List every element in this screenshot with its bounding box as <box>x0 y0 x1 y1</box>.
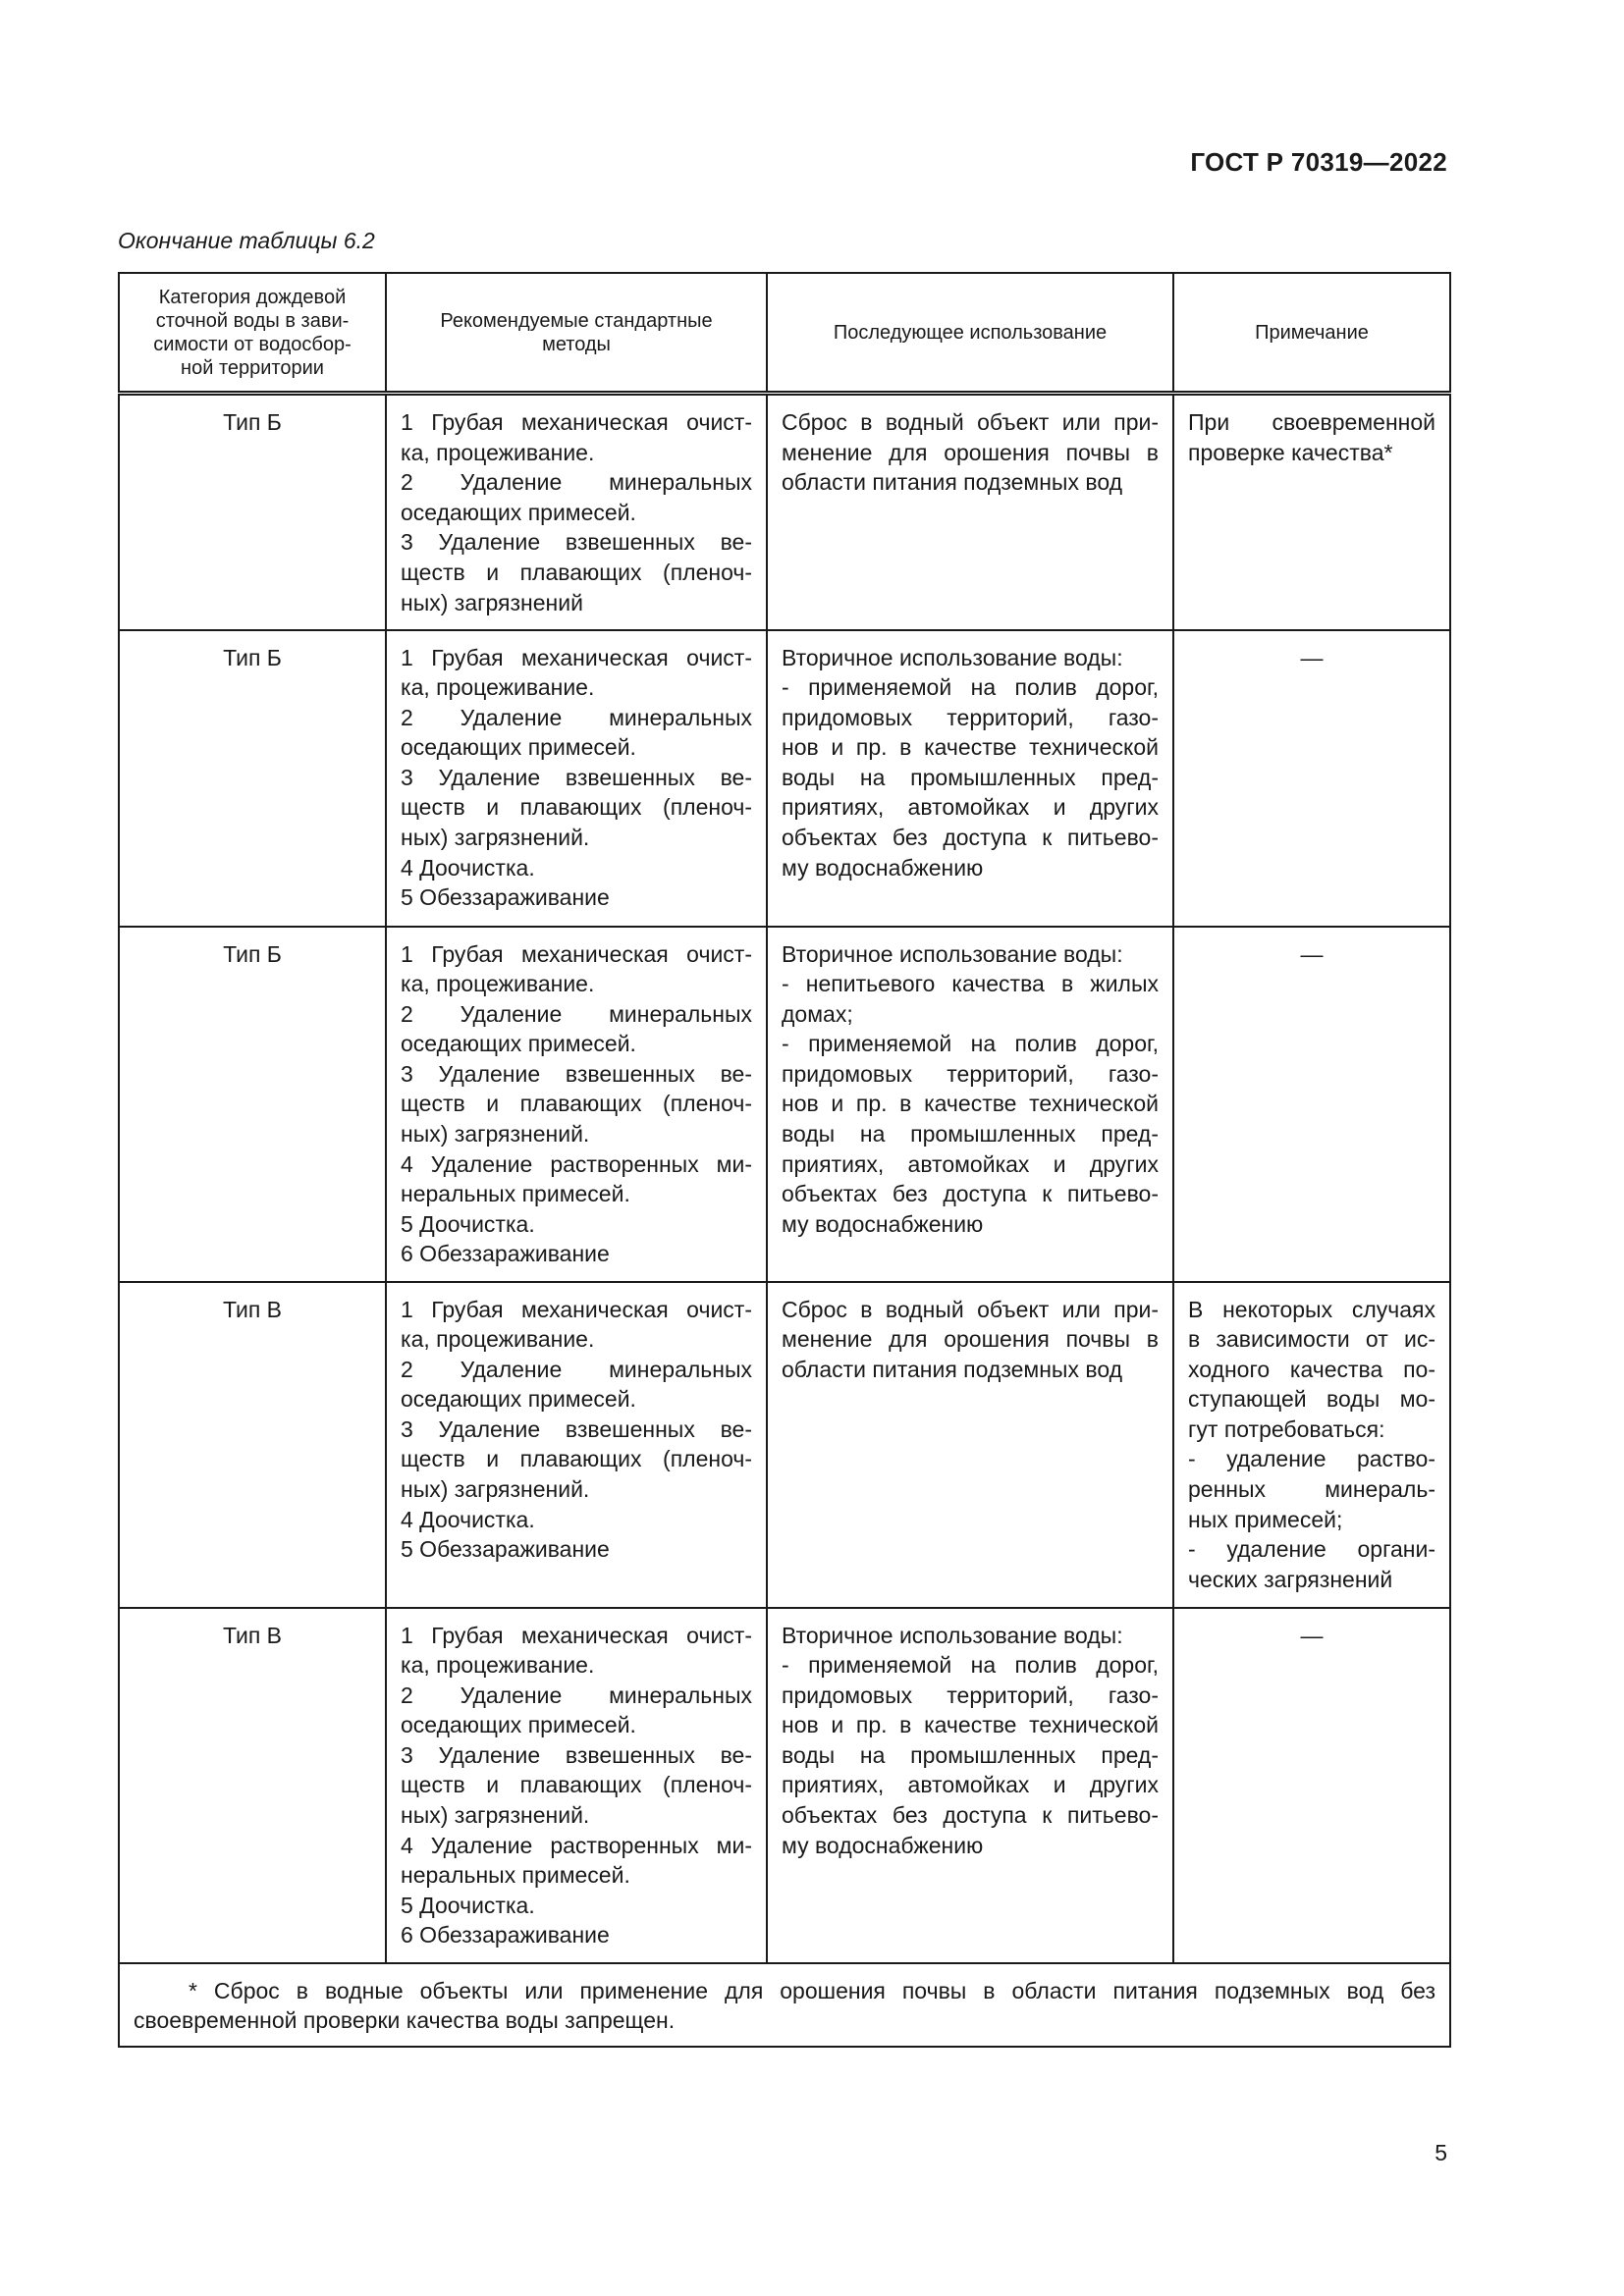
method-line: 1 Грубая механическая очист- <box>401 940 752 967</box>
use-line: воды на промышленных пред- <box>782 1741 1159 1768</box>
use-line: - применяемой на полив дорог, <box>782 1031 1159 1057</box>
method-line: ных) загрязнений. <box>401 1476 590 1503</box>
method-line: оседающих примесей. <box>401 1031 636 1057</box>
page-number: 5 <box>1435 2140 1447 2165</box>
use-line: нов и пр. в качестве технической <box>782 734 1159 761</box>
use-line: - применяемой на полив дорог, <box>782 1652 1159 1679</box>
method-line: 1 Грубая механическая очист- <box>401 644 752 670</box>
footnote-row <box>119 1963 1450 2047</box>
note-line: ных примесей; <box>1188 1506 1343 1532</box>
use-line: менение для орошения почвы в <box>782 439 1159 465</box>
method-line: ка, процеживание. <box>401 1652 595 1679</box>
note-line: В некоторых случаях <box>1188 1296 1435 1322</box>
method-line: ных) загрязнений. <box>401 825 590 851</box>
method-line: 5 Обеззараживание <box>401 884 610 911</box>
category-cell: Тип В <box>119 1608 386 1963</box>
method-line: ка, процеживание. <box>401 971 595 997</box>
recommended-methods-table <box>118 272 1451 2048</box>
use-line: области питания подземных вод <box>782 1356 1123 1382</box>
method-line: 2 Удаление минеральных <box>401 1000 752 1027</box>
method-line: оседающих примесей. <box>401 734 636 761</box>
use-cell <box>767 394 1173 630</box>
category-cell: Тип Б <box>119 927 386 1282</box>
note-line: гут потребоваться: <box>1188 1415 1385 1442</box>
method-line: ных) загрязнений <box>401 589 583 615</box>
use-cell <box>767 1282 1173 1608</box>
method-line: 2 Удаление минеральных <box>401 1682 752 1708</box>
method-line: 4 Удаление растворенных ми- <box>401 1150 752 1177</box>
method-line: 4 Доочистка. <box>401 854 535 881</box>
methods-cell <box>386 1282 767 1608</box>
note-cell: — <box>1173 927 1450 1282</box>
use-line: приятиях, автомойках и других <box>782 794 1159 821</box>
column-header-use: Последующее использование <box>767 273 1173 394</box>
method-line: оседающих примесей. <box>401 1712 636 1738</box>
method-line: неральных примесей. <box>401 1181 630 1207</box>
method-line: ных) загрязнений. <box>401 1802 590 1829</box>
method-line: 3 Удаление взвешенных ве- <box>401 1741 752 1768</box>
note-line: проверке качества* <box>1188 439 1393 465</box>
use-line: воды на промышленных пред- <box>782 1121 1159 1148</box>
use-line: придомовых территорий, газо- <box>782 1682 1159 1708</box>
note-cell: — <box>1173 1608 1450 1963</box>
table-header-row <box>119 273 1450 394</box>
method-line: оседающих примесей. <box>401 1386 636 1413</box>
method-line: ществ и плавающих (пленоч- <box>401 794 752 821</box>
category-cell: Тип Б <box>119 394 386 630</box>
method-line: 1 Грубая механическая очист- <box>401 409 752 435</box>
column-header-methods: Рекомендуемые стандартные методы <box>386 273 767 394</box>
methods-cell <box>386 630 767 927</box>
method-line: 6 Обеззараживание <box>401 1922 610 1949</box>
use-line: нов и пр. в качестве технической <box>782 1091 1159 1117</box>
table-row <box>119 927 1450 1282</box>
method-line: ществ и плавающих (пленоч- <box>401 1091 752 1117</box>
method-line: ществ и плавающих (пленоч- <box>401 559 752 585</box>
use-line: Сброс в водный объект или при- <box>782 409 1159 435</box>
table-caption: Окончание таблицы 6.2 <box>118 228 375 253</box>
table-row <box>119 630 1450 927</box>
method-line: ка, процеживание. <box>401 674 595 701</box>
use-line: придомовых территорий, газо- <box>782 704 1159 730</box>
use-line: му водоснабжению <box>782 854 984 881</box>
method-line: 3 Удаление взвешенных ве- <box>401 1415 752 1442</box>
category-cell: Тип В <box>119 1282 386 1608</box>
use-line: домах; <box>782 1000 853 1027</box>
use-line: объектах без доступа к питьево- <box>782 1802 1159 1829</box>
method-line: неральных примесей. <box>401 1862 630 1889</box>
note-cell: — <box>1173 630 1450 927</box>
method-line: 1 Грубая механическая очист- <box>401 1622 752 1648</box>
note-line: ступающей воды мо- <box>1188 1386 1435 1413</box>
method-line: 4 Удаление растворенных ми- <box>401 1832 752 1858</box>
method-line: ка, процеживание. <box>401 1326 595 1353</box>
method-line: 4 Доочистка. <box>401 1506 535 1532</box>
note-cell <box>1173 394 1450 630</box>
use-line: области питания подземных вод <box>782 469 1123 496</box>
method-line: 5 Доочистка. <box>401 1210 535 1237</box>
use-line: Сброс в водный объект или при- <box>782 1296 1159 1322</box>
note-line: ходного качества по- <box>1188 1356 1435 1382</box>
use-line: му водоснабжению <box>782 1832 984 1858</box>
use-line: объектах без доступа к питьево- <box>782 1181 1159 1207</box>
use-line: Вторичное использование воды: <box>782 940 1123 967</box>
use-line: - применяемой на полив дорог, <box>782 674 1159 701</box>
method-line: ных) загрязнений. <box>401 1121 590 1148</box>
method-line: 1 Грубая механическая очист- <box>401 1296 752 1322</box>
note-line: - удаление органи- <box>1188 1536 1435 1563</box>
table-row <box>119 1608 1450 1963</box>
method-line: 5 Обеззараживание <box>401 1536 610 1563</box>
use-cell <box>767 927 1173 1282</box>
method-line: ка, процеживание. <box>401 439 595 465</box>
method-line: 2 Удаление минеральных <box>401 704 752 730</box>
method-line: 6 Обеззараживание <box>401 1241 610 1267</box>
methods-cell <box>386 394 767 630</box>
use-line: - непитьевого качества в жилых <box>782 971 1159 997</box>
method-line: 2 Удаление минеральных <box>401 1356 752 1382</box>
method-line: 3 Удаление взвешенных ве- <box>401 1060 752 1087</box>
method-line: 2 Удаление минеральных <box>401 469 752 496</box>
note-line: ренных минераль- <box>1188 1476 1435 1503</box>
column-header-note: Примечание <box>1173 273 1450 394</box>
use-line: Вторичное использование воды: <box>782 1622 1123 1648</box>
use-line: объектах без доступа к питьево- <box>782 825 1159 851</box>
table-row <box>119 394 1450 630</box>
use-line: менение для орошения почвы в <box>782 1326 1159 1353</box>
method-line: 5 Доочистка. <box>401 1892 535 1918</box>
method-line: оседающих примесей. <box>401 499 636 525</box>
category-cell: Тип Б <box>119 630 386 927</box>
document-code: ГОСТ Р 70319—2022 <box>1190 147 1447 177</box>
note-line: в зависимости от ис- <box>1188 1326 1435 1353</box>
table-row <box>119 1282 1450 1608</box>
use-line: воды на промышленных пред- <box>782 764 1159 790</box>
column-header-category: Категория дождевой сточной воды в зави- симости от водосбор- ной территории <box>119 273 386 394</box>
use-cell <box>767 630 1173 927</box>
use-line: нов и пр. в качестве технической <box>782 1712 1159 1738</box>
note-line: - удаление раство- <box>1188 1446 1435 1472</box>
note-line: При своевременной <box>1188 409 1435 435</box>
methods-cell <box>386 1608 767 1963</box>
use-cell <box>767 1608 1173 1963</box>
method-line: ществ и плавающих (пленоч- <box>401 1772 752 1798</box>
method-line: 3 Удаление взвешенных ве- <box>401 764 752 790</box>
use-line: му водоснабжению <box>782 1210 984 1237</box>
table-footnote: * Сброс в водные объекты или применение для орошения почвы в области питания подземных вод без своевременной проверки качества воды запрещен. <box>119 1963 1450 2047</box>
methods-cell <box>386 927 767 1282</box>
use-line: приятиях, автомойках и других <box>782 1150 1159 1177</box>
use-line: придомовых территорий, газо- <box>782 1060 1159 1087</box>
use-line: Вторичное использование воды: <box>782 644 1123 670</box>
method-line: ществ и плавающих (пленоч- <box>401 1446 752 1472</box>
note-line: ческих загрязнений <box>1188 1566 1393 1592</box>
table-body <box>119 394 1450 2047</box>
note-cell <box>1173 1282 1450 1608</box>
method-line: 3 Удаление взвешенных ве- <box>401 529 752 556</box>
use-line: приятиях, автомойках и других <box>782 1772 1159 1798</box>
